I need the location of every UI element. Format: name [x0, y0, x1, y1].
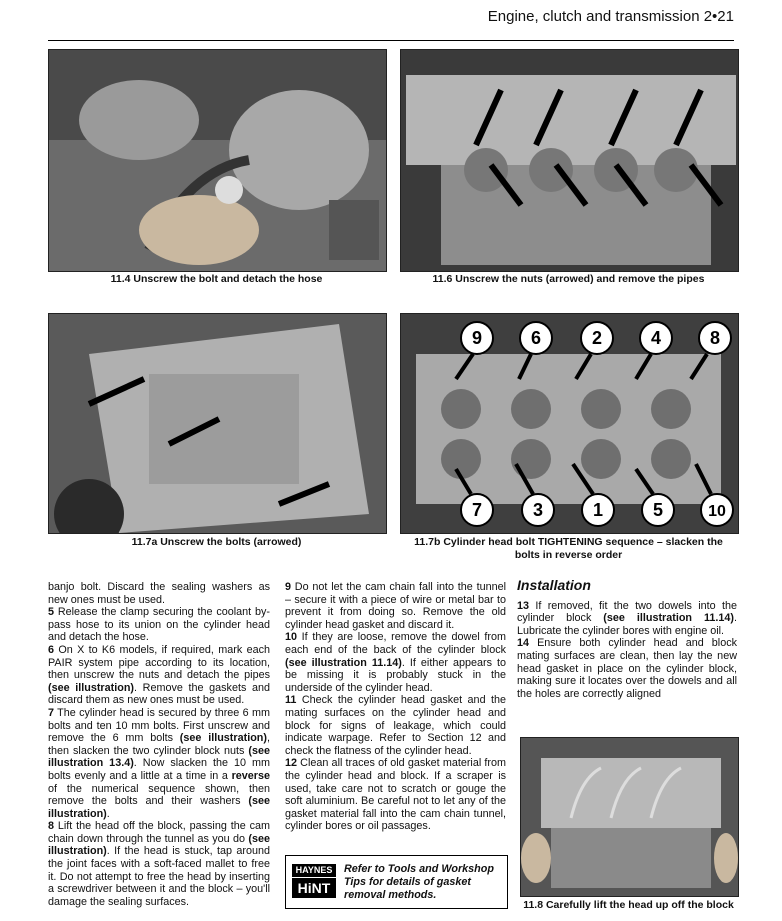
caption-11-6: 11.6 Unscrew the nuts (arrowed) and remove the pipes — [432, 273, 705, 285]
paragraph-text: The cylinder head is secured by three 6 mm bolts and ten 10 mm bolts. First unscrew and remove the 6 mm bolts — [48, 706, 270, 745]
illustration-ref: (see illustration 11.14) — [285, 656, 402, 669]
paragraph-13 — [517, 600, 737, 638]
paragraph-text: . If either appears to be missing it is probably stuck in the underside of the cylinder head. — [285, 656, 506, 694]
paragraph-text: , then slacken the two cylinder block nuts — [48, 732, 270, 757]
photo-11-8 — [520, 737, 739, 897]
paragraph-text: If they are loose, remove the dowel from each end of the back of the cylinder block — [285, 631, 506, 656]
illustration-ref: (see illustration 13.4) — [48, 744, 270, 770]
step-number: 9 — [285, 581, 292, 593]
photo-11-4-image — [49, 50, 386, 271]
step-number: 6 — [48, 643, 55, 656]
paragraph-text: banjo bolt. Discard the sealing washers as new ones must be used. — [48, 581, 270, 606]
paragraph-8 — [48, 820, 270, 908]
paragraph-11 — [285, 694, 506, 757]
paragraph-text: On X to K6 models, if required, mark each PAIR system pipe according to its location, then unscrew the nuts and detach the pipes — [48, 643, 270, 682]
page-header-title: Engine, clutch and transmission 2•21 — [487, 8, 734, 25]
paragraph-text: . Lubricate the cylinder bores with engine oil. — [517, 612, 737, 637]
haynes-hint-logo — [292, 864, 336, 898]
bolt-number: 3 — [532, 500, 544, 520]
paragraph-10 — [285, 631, 506, 694]
paragraph-14 — [517, 637, 737, 700]
bolt-number: 8 — [709, 328, 721, 348]
paragraph-text: of the numerical sequence shown, then remove the bolts and their washers — [48, 782, 270, 808]
paragraph-text: . Remove the gaskets and discard them as new ones must be used. — [48, 681, 270, 707]
bolt-number: 6 — [530, 328, 542, 348]
step-number: 14 — [517, 637, 530, 650]
photo-11-6 — [400, 49, 739, 272]
step-number: 7 — [48, 706, 55, 719]
hint-text: Refer to Tools and Workshop Tips for details of gasket removal methods. — [344, 863, 494, 901]
paragraph-text: . — [106, 807, 110, 820]
step-number: 11 — [285, 694, 297, 707]
caption-11-4: 11.4 Unscrew the bolt and detach the hose — [110, 273, 323, 285]
photo-11-7a — [48, 313, 387, 534]
paragraph-12 — [285, 757, 506, 833]
page-header — [48, 0, 734, 41]
hint-logo-bottom: HiNT — [297, 880, 331, 896]
text-column-2 — [285, 581, 506, 833]
paragraph-5 — [48, 606, 270, 644]
haynes-hint-box — [285, 855, 508, 909]
bolt-number: 1 — [592, 500, 604, 520]
paragraph-9 — [285, 581, 506, 631]
paragraph-text: . If the head is stuck, tap around the joint faces with a soft-faced mallet to free it. Do not attempt to free the head by inserting a screwdriver between it and the block – you'll damage the sealing surfaces. — [48, 845, 270, 908]
illustration-ref: (see illustration) — [48, 832, 270, 858]
paragraph-text: Ensure both cylinder head and block mating surfaces are clean, then lay the new head gasket in place on the cylinder block, making sure it locates over the dowels and all the holes are correctly aligned — [517, 637, 737, 700]
bolt-number: 10 — [708, 503, 726, 520]
bolt-number: 7 — [471, 500, 483, 520]
step-number: 13 — [517, 599, 530, 612]
bolt-number: 2 — [591, 328, 603, 348]
illustration-ref: (see illustration) — [48, 795, 270, 820]
caption-11-7a: 11.7a Unscrew the bolts (arrowed) — [131, 536, 302, 548]
photo-11-8-image — [521, 738, 738, 896]
paragraph-6 — [48, 644, 270, 707]
paragraph — [48, 581, 270, 606]
paragraph-text: Do not let the cam chain fall into the tunnel – secure it with a piece of wire or metal bar to prevent it from doing so. Remove the old cylinder head gasket and discard it. — [285, 581, 506, 631]
caption-11-7b-line1: 11.7b Cylinder head bolt TIGHTENING sequence – slacken the — [414, 536, 723, 548]
illustration-ref: (see illustration) — [179, 732, 267, 745]
photo-11-6-image — [401, 50, 738, 271]
caption-11-8: 11.8 Carefully lift the head up off the block — [523, 899, 734, 911]
bolt-number: 9 — [471, 328, 483, 348]
step-number: 10 — [285, 631, 298, 644]
bolt-number: 4 — [650, 328, 662, 348]
paragraph-text: Check the cylinder head gasket and the mating surfaces on the cylinder head and block for signs of leakage, which could indicate warpage. Refer to Section 12 and check the flatness of the cylinder head. — [285, 694, 506, 757]
paragraph-text: Lift the head off the block, passing the cam chain down through the tunnel as you do — [48, 820, 270, 845]
step-number: 8 — [48, 820, 55, 833]
photo-11-7a-image — [49, 314, 386, 533]
text-column-3 — [517, 579, 737, 700]
text-column-1 — [48, 581, 270, 908]
photo-11-4 — [48, 49, 387, 272]
bolt-number: 5 — [652, 500, 664, 520]
photo-11-7b-image — [401, 314, 738, 533]
paragraph-text: Release the clamp securing the coolant by-pass hose to its union on the cylinder head and detach the hose. — [48, 606, 270, 644]
caption-11-7b-line2: bolts in reverse order — [514, 549, 623, 561]
caption-11-7b — [400, 536, 737, 562]
paragraph-text: . Now slacken the 10 mm bolts evenly and a little at a time in a — [48, 757, 270, 782]
emphasis-reverse: reverse — [231, 769, 270, 782]
paragraph-text: Clean all traces of old gasket material from the cylinder head and block. If a scraper is used, take care not to scratch or gouge the soft aluminium. Be careful not to let any of the gasket material fall into the cam chain tunnel, cylinder bores or oil passages. — [285, 757, 506, 833]
paragraph-7 — [48, 707, 270, 820]
step-number: 12 — [285, 757, 298, 770]
hint-logo-top: HAYNES — [292, 864, 336, 878]
section-heading-installation: Installation — [517, 577, 591, 593]
paragraph-text: If removed, fit the two dowels into the cylinder block — [517, 599, 737, 625]
photo-11-7b — [400, 313, 739, 534]
illustration-ref: (see illustration 11.14) — [603, 612, 734, 625]
illustration-ref: (see illustration) — [48, 681, 135, 694]
step-number: 5 — [48, 606, 55, 619]
